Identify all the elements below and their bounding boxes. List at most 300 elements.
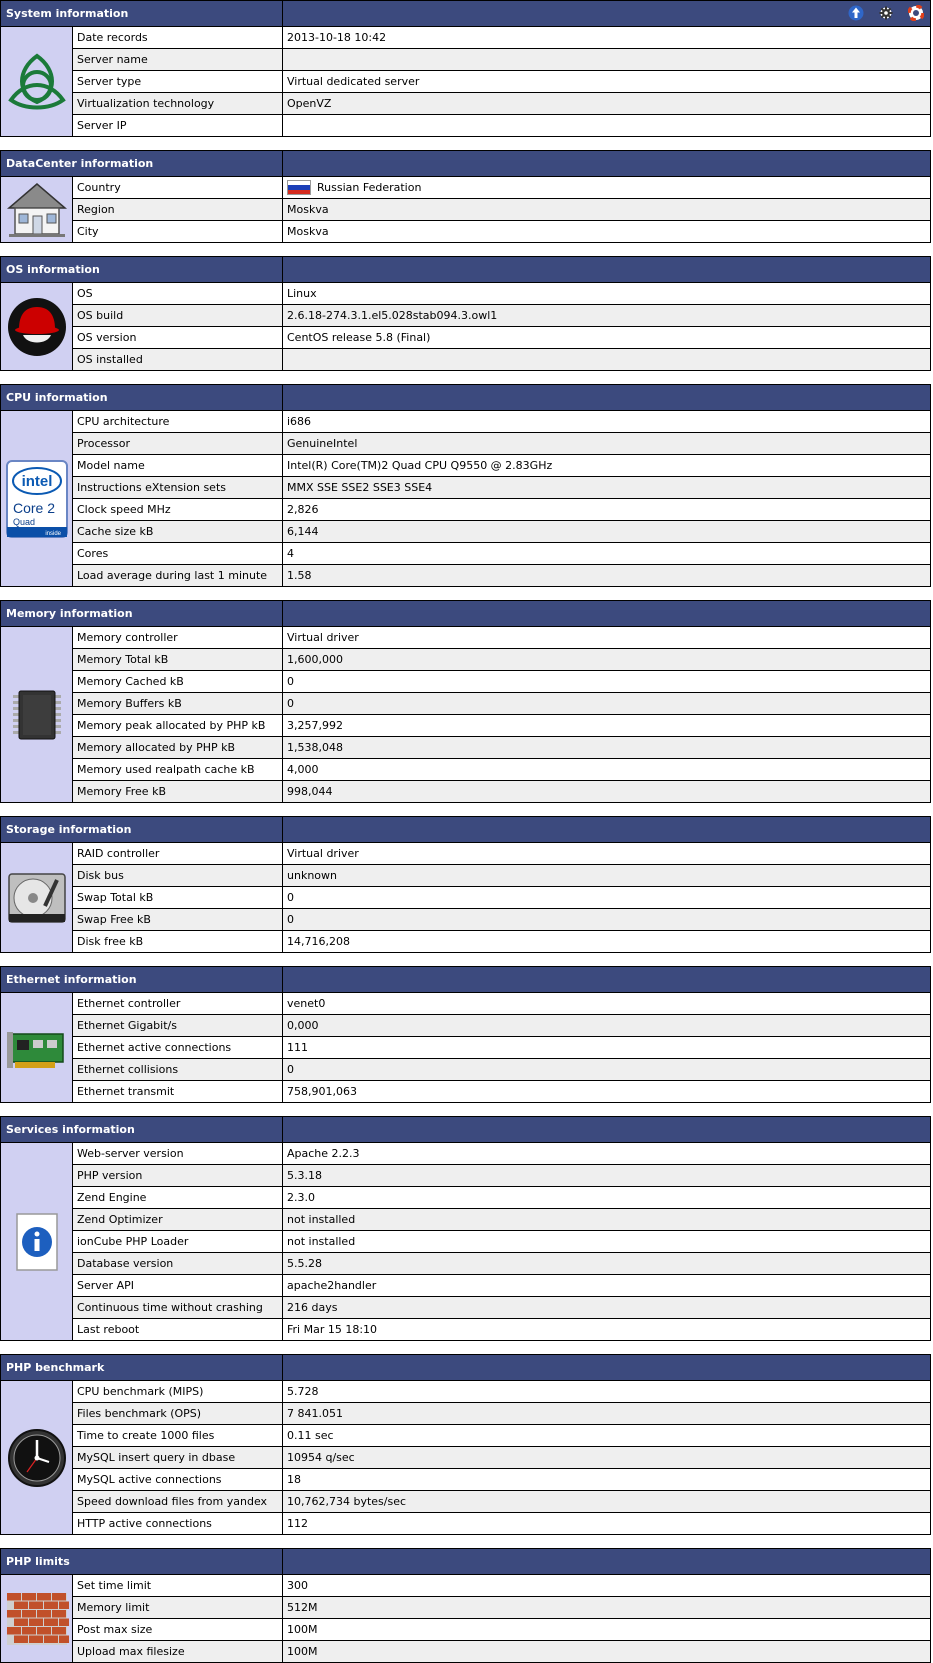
row-value: 2.3.0 <box>287 1191 315 1204</box>
header-spacer <box>283 967 930 992</box>
row-value-cell <box>283 349 930 370</box>
row-value: venet0 <box>287 997 326 1010</box>
row-value: 512M <box>287 1601 318 1614</box>
row-label: Swap Free kB <box>73 909 283 930</box>
section-body <box>1 626 930 802</box>
section-body <box>1 26 930 136</box>
row-value-cell <box>283 671 930 692</box>
row-value: MMX SSE SSE2 SSE3 SSE4 <box>287 481 433 494</box>
section-cpu <box>0 384 931 587</box>
section-memory <box>0 600 931 803</box>
table-row <box>73 476 930 498</box>
gear-icon[interactable] <box>878 5 894 21</box>
section-header <box>1 151 930 176</box>
row-label: Server API <box>73 1275 283 1296</box>
row-value-cell <box>283 627 930 648</box>
network-card-icon <box>1 992 73 1102</box>
row-value: GenuineIntel <box>287 437 358 450</box>
header-spacer <box>283 151 930 176</box>
table-row <box>73 114 930 136</box>
row-value: 111 <box>287 1041 308 1054</box>
row-value: 10,762,734 bytes/sec <box>287 1495 407 1508</box>
row-label: Database version <box>73 1253 283 1274</box>
header-spacer <box>283 817 930 842</box>
row-value-cell <box>283 865 930 886</box>
row-value: 0.11 sec <box>287 1429 334 1442</box>
row-value-cell <box>283 1143 930 1164</box>
table-row <box>73 1142 930 1164</box>
info-table <box>73 410 930 586</box>
redhat-logo-icon <box>1 282 73 370</box>
row-value: 6,144 <box>287 525 319 538</box>
table-row <box>73 758 930 780</box>
row-label: Ethernet transmit <box>73 1081 283 1102</box>
row-value: 100M <box>287 1623 318 1636</box>
table-row <box>73 520 930 542</box>
row-value: Russian Federation <box>317 181 422 194</box>
row-value: 5.728 <box>287 1385 319 1398</box>
row-value: Moskva <box>287 225 329 238</box>
row-label: Country <box>73 177 283 198</box>
row-value: 3,257,992 <box>287 719 343 732</box>
row-label: Disk bus <box>73 865 283 886</box>
row-value-cell <box>283 455 930 476</box>
row-value: 1.58 <box>287 569 312 582</box>
table-row <box>73 304 930 326</box>
row-value-cell <box>283 843 930 864</box>
row-value-cell <box>283 693 930 714</box>
row-label: OS version <box>73 327 283 348</box>
row-label: Processor <box>73 433 283 454</box>
section-header <box>1 1 930 26</box>
row-label: CPU benchmark (MIPS) <box>73 1381 283 1402</box>
row-value: 1,538,048 <box>287 741 343 754</box>
table-row <box>73 1446 930 1468</box>
row-value-cell <box>283 221 930 242</box>
row-value: 0 <box>287 1063 294 1076</box>
row-value: Virtual driver <box>287 631 359 644</box>
table-row <box>73 864 930 886</box>
row-label: OS build <box>73 305 283 326</box>
row-label: RAID controller <box>73 843 283 864</box>
row-label: Date records <box>73 27 283 48</box>
row-label: Last reboot <box>73 1319 283 1340</box>
table-row <box>73 692 930 714</box>
table-row <box>73 1640 930 1662</box>
row-value: 0 <box>287 697 294 710</box>
row-value: Virtual driver <box>287 847 359 860</box>
row-value: not installed <box>287 1235 356 1248</box>
row-label: Memory peak allocated by PHP kB <box>73 715 283 736</box>
section-storage <box>0 816 931 953</box>
row-label: Server IP <box>73 115 283 136</box>
section-services <box>0 1116 931 1341</box>
row-value: 2,826 <box>287 503 319 516</box>
row-value-cell <box>283 477 930 498</box>
row-label: Memory Buffers kB <box>73 693 283 714</box>
table-row <box>73 92 930 114</box>
row-value-cell <box>283 411 930 432</box>
section-header <box>1 1117 930 1142</box>
table-row <box>73 1574 930 1596</box>
row-value: apache2handler <box>287 1279 377 1292</box>
header-spacer <box>283 385 930 410</box>
table-row <box>73 648 930 670</box>
section-title: Memory information <box>1 601 283 626</box>
row-label: Files benchmark (OPS) <box>73 1403 283 1424</box>
row-value-cell <box>283 305 930 326</box>
row-label: Region <box>73 199 283 220</box>
section-title: OS information <box>1 257 283 282</box>
row-value: 4,000 <box>287 763 319 776</box>
row-value: 7 841.051 <box>287 1407 343 1420</box>
section-ethernet <box>0 966 931 1103</box>
table-row <box>73 930 930 952</box>
table-row <box>73 1252 930 1274</box>
row-value-cell <box>283 1231 930 1252</box>
row-value-cell <box>283 1619 930 1640</box>
row-value-cell <box>283 1575 930 1596</box>
row-value-cell <box>283 931 930 952</box>
table-row <box>73 176 930 198</box>
row-value-cell <box>283 1081 930 1102</box>
row-label: PHP version <box>73 1165 283 1186</box>
table-row <box>73 1080 930 1102</box>
section-title: System information <box>1 1 283 26</box>
table-row <box>73 780 930 802</box>
brick-wall-icon <box>1 1574 73 1662</box>
row-label: Ethernet collisions <box>73 1059 283 1080</box>
row-value: 0 <box>287 675 294 688</box>
row-label: MySQL active connections <box>73 1469 283 1490</box>
table-row <box>73 410 930 432</box>
row-value-cell <box>283 1641 930 1662</box>
table-row <box>73 670 930 692</box>
info-table <box>73 1574 930 1662</box>
intel-core2-icon <box>1 410 73 586</box>
info-table <box>73 842 930 952</box>
section-body <box>1 282 930 370</box>
section-body <box>1 1142 930 1340</box>
row-value-cell <box>283 1597 930 1618</box>
row-label: Zend Optimizer <box>73 1209 283 1230</box>
info-table <box>73 282 930 370</box>
section-body <box>1 410 930 586</box>
row-label: Disk free kB <box>73 931 283 952</box>
header-spacer <box>283 601 930 626</box>
row-value: 4 <box>287 547 294 560</box>
table-row <box>73 432 930 454</box>
row-value: 216 days <box>287 1301 338 1314</box>
table-row <box>73 1468 930 1490</box>
row-value-cell <box>283 1165 930 1186</box>
table-row <box>73 48 930 70</box>
row-value: Fri Mar 15 18:10 <box>287 1323 378 1336</box>
row-value-cell <box>283 1469 930 1490</box>
row-value-cell <box>283 737 930 758</box>
table-row <box>73 1490 930 1512</box>
row-label: Virtualization technology <box>73 93 283 114</box>
table-row <box>73 542 930 564</box>
row-label: ionCube PHP Loader <box>73 1231 283 1252</box>
table-row <box>73 1596 930 1618</box>
table-row <box>73 1058 930 1080</box>
row-label: Speed download files from yandex <box>73 1491 283 1512</box>
row-value: Virtual dedicated server <box>287 75 420 88</box>
section-title: PHP limits <box>1 1549 283 1574</box>
table-row <box>73 26 930 48</box>
section-header <box>1 385 930 410</box>
section-title: Ethernet information <box>1 967 283 992</box>
row-label: OS installed <box>73 349 283 370</box>
table-row <box>73 1230 930 1252</box>
section-title: DataCenter information <box>1 151 283 176</box>
row-value-cell <box>283 283 930 304</box>
header-spacer <box>283 1 930 26</box>
row-value-cell <box>283 521 930 542</box>
table-row <box>73 908 930 930</box>
table-row <box>73 1164 930 1186</box>
row-label: Ethernet active connections <box>73 1037 283 1058</box>
table-row <box>73 842 930 864</box>
section-title: CPU information <box>1 385 283 410</box>
row-label: Post max size <box>73 1619 283 1640</box>
row-value: 5.3.18 <box>287 1169 322 1182</box>
row-value: CentOS release 5.8 (Final) <box>287 331 431 344</box>
row-label: Clock speed MHz <box>73 499 283 520</box>
info-table <box>73 626 930 802</box>
table-row <box>73 1424 930 1446</box>
table-row <box>73 70 930 92</box>
row-value: Intel(R) Core(TM)2 Quad CPU Q9550 @ 2.83GHz <box>287 459 553 472</box>
header-spacer <box>283 1117 930 1142</box>
row-value-cell <box>283 1187 930 1208</box>
row-label: Instructions eXtension sets <box>73 477 283 498</box>
lifebuoy-icon[interactable] <box>908 5 924 21</box>
toolbar <box>848 5 924 21</box>
row-value-cell <box>283 433 930 454</box>
section-os <box>0 256 931 371</box>
info-table <box>73 992 930 1102</box>
row-value: 100M <box>287 1645 318 1658</box>
table-row <box>73 626 930 648</box>
row-value: 998,044 <box>287 785 333 798</box>
section-body <box>1 1380 930 1534</box>
table-row <box>73 454 930 476</box>
row-label: City <box>73 221 283 242</box>
section-header <box>1 967 930 992</box>
row-label: Memory allocated by PHP kB <box>73 737 283 758</box>
update-icon[interactable] <box>848 5 864 21</box>
table-row <box>73 1402 930 1424</box>
row-value-cell <box>283 1425 930 1446</box>
row-label: Load average during last 1 minute <box>73 565 283 586</box>
table-row <box>73 198 930 220</box>
row-label: Ethernet Gigabit/s <box>73 1015 283 1036</box>
section-benchmark <box>0 1354 931 1535</box>
row-value-cell <box>283 1403 930 1424</box>
table-row <box>73 1274 930 1296</box>
row-value: 14,716,208 <box>287 935 350 948</box>
info-table <box>73 26 930 136</box>
info-table <box>73 1142 930 1340</box>
row-value-cell <box>283 1297 930 1318</box>
row-value-cell <box>283 1513 930 1534</box>
row-value-cell <box>283 71 930 92</box>
row-value-cell <box>283 199 930 220</box>
table-row <box>73 1618 930 1640</box>
table-row <box>73 1380 930 1402</box>
row-label: Cores <box>73 543 283 564</box>
section-title: Services information <box>1 1117 283 1142</box>
table-row <box>73 992 930 1014</box>
section-header <box>1 601 930 626</box>
row-value: 0 <box>287 891 294 904</box>
row-value: unknown <box>287 869 337 882</box>
table-row <box>73 886 930 908</box>
svg-text:Core 2: Core 2 <box>12 499 55 516</box>
row-label: Zend Engine <box>73 1187 283 1208</box>
memory-chip-icon <box>1 626 73 802</box>
table-row <box>73 1036 930 1058</box>
row-value-cell <box>283 1015 930 1036</box>
section-header <box>1 257 930 282</box>
svg-text:inside: inside <box>44 530 61 537</box>
info-document-icon <box>1 1142 73 1340</box>
header-spacer <box>283 257 930 282</box>
section-header <box>1 817 930 842</box>
row-value-cell <box>283 715 930 736</box>
row-value-cell <box>283 1319 930 1340</box>
row-value: i686 <box>287 415 312 428</box>
row-label: CPU architecture <box>73 411 283 432</box>
row-value: Apache 2.2.3 <box>287 1147 360 1160</box>
celtic-knot-icon <box>1 26 73 136</box>
table-row <box>73 1296 930 1318</box>
row-value-cell <box>283 909 930 930</box>
row-value: 2013-10-18 10:42 <box>287 31 387 44</box>
row-label: OS <box>73 283 283 304</box>
table-row <box>73 714 930 736</box>
section-header <box>1 1355 930 1380</box>
section-body <box>1 842 930 952</box>
row-value-cell <box>283 49 930 70</box>
table-row <box>73 1208 930 1230</box>
row-value-cell <box>283 759 930 780</box>
row-label: Model name <box>73 455 283 476</box>
row-label: Continuous time without crashing <box>73 1297 283 1318</box>
section-title: PHP benchmark <box>1 1355 283 1380</box>
row-value-cell <box>283 1253 930 1274</box>
row-value-cell <box>283 887 930 908</box>
row-value: Linux <box>287 287 317 300</box>
row-value-cell <box>283 499 930 520</box>
table-row <box>73 564 930 586</box>
row-label: Cache size kB <box>73 521 283 542</box>
section-body <box>1 176 930 242</box>
row-value-cell <box>283 1381 930 1402</box>
row-value-cell <box>283 1275 930 1296</box>
row-value-cell <box>283 115 930 136</box>
row-label: Swap Total kB <box>73 887 283 908</box>
row-value-cell <box>283 543 930 564</box>
row-value-cell <box>283 327 930 348</box>
row-label: Memory Free kB <box>73 781 283 802</box>
row-label: Web-server version <box>73 1143 283 1164</box>
row-label: Ethernet controller <box>73 993 283 1014</box>
row-label: MySQL insert query in dbase <box>73 1447 283 1468</box>
row-label: Set time limit <box>73 1575 283 1596</box>
russia-flag-icon <box>287 180 311 195</box>
row-label: Memory Cached kB <box>73 671 283 692</box>
row-label: Memory limit <box>73 1597 283 1618</box>
house-icon <box>1 176 73 242</box>
row-value: Moskva <box>287 203 329 216</box>
row-value-cell <box>283 1059 930 1080</box>
svg-text:intel: intel <box>21 472 52 490</box>
row-value-cell <box>283 565 930 586</box>
header-spacer <box>283 1355 930 1380</box>
row-value: not installed <box>287 1213 356 1226</box>
row-label: Time to create 1000 files <box>73 1425 283 1446</box>
row-value: 112 <box>287 1517 308 1530</box>
row-value: 2.6.18-274.3.1.el5.028stab094.3.owl1 <box>287 309 498 322</box>
row-label: Server name <box>73 49 283 70</box>
table-row <box>73 282 930 304</box>
row-label: Upload max filesize <box>73 1641 283 1662</box>
row-value-cell <box>283 781 930 802</box>
row-value-cell <box>283 1209 930 1230</box>
row-value-cell <box>283 27 930 48</box>
section-system <box>0 0 931 137</box>
row-value: 18 <box>287 1473 301 1486</box>
table-row <box>73 326 930 348</box>
row-value: OpenVZ <box>287 97 332 110</box>
table-row <box>73 1318 930 1340</box>
svg-text:Quad: Quad <box>12 516 35 527</box>
table-row <box>73 498 930 520</box>
section-body <box>1 992 930 1102</box>
row-value: 0,000 <box>287 1019 319 1032</box>
section-header <box>1 1549 930 1574</box>
table-row <box>73 220 930 242</box>
row-value-cell <box>283 993 930 1014</box>
table-row <box>73 348 930 370</box>
row-value: 1,600,000 <box>287 653 343 666</box>
row-value: 5.5.28 <box>287 1257 322 1270</box>
header-spacer <box>283 1549 930 1574</box>
table-row <box>73 1186 930 1208</box>
row-value: 758,901,063 <box>287 1085 357 1098</box>
info-table <box>73 176 930 242</box>
row-value-cell <box>283 93 930 114</box>
section-limits <box>0 1548 931 1663</box>
row-value-cell <box>283 177 930 198</box>
clock-icon <box>1 1380 73 1534</box>
row-value-cell <box>283 649 930 670</box>
row-value-cell <box>283 1491 930 1512</box>
section-datacenter <box>0 150 931 243</box>
row-value-cell <box>283 1447 930 1468</box>
row-value: 0 <box>287 913 294 926</box>
table-row <box>73 1512 930 1534</box>
row-label: Memory Total kB <box>73 649 283 670</box>
row-label: HTTP active connections <box>73 1513 283 1534</box>
section-title: Storage information <box>1 817 283 842</box>
row-value: 10954 q/sec <box>287 1451 355 1464</box>
row-label: Server type <box>73 71 283 92</box>
row-label: Memory controller <box>73 627 283 648</box>
